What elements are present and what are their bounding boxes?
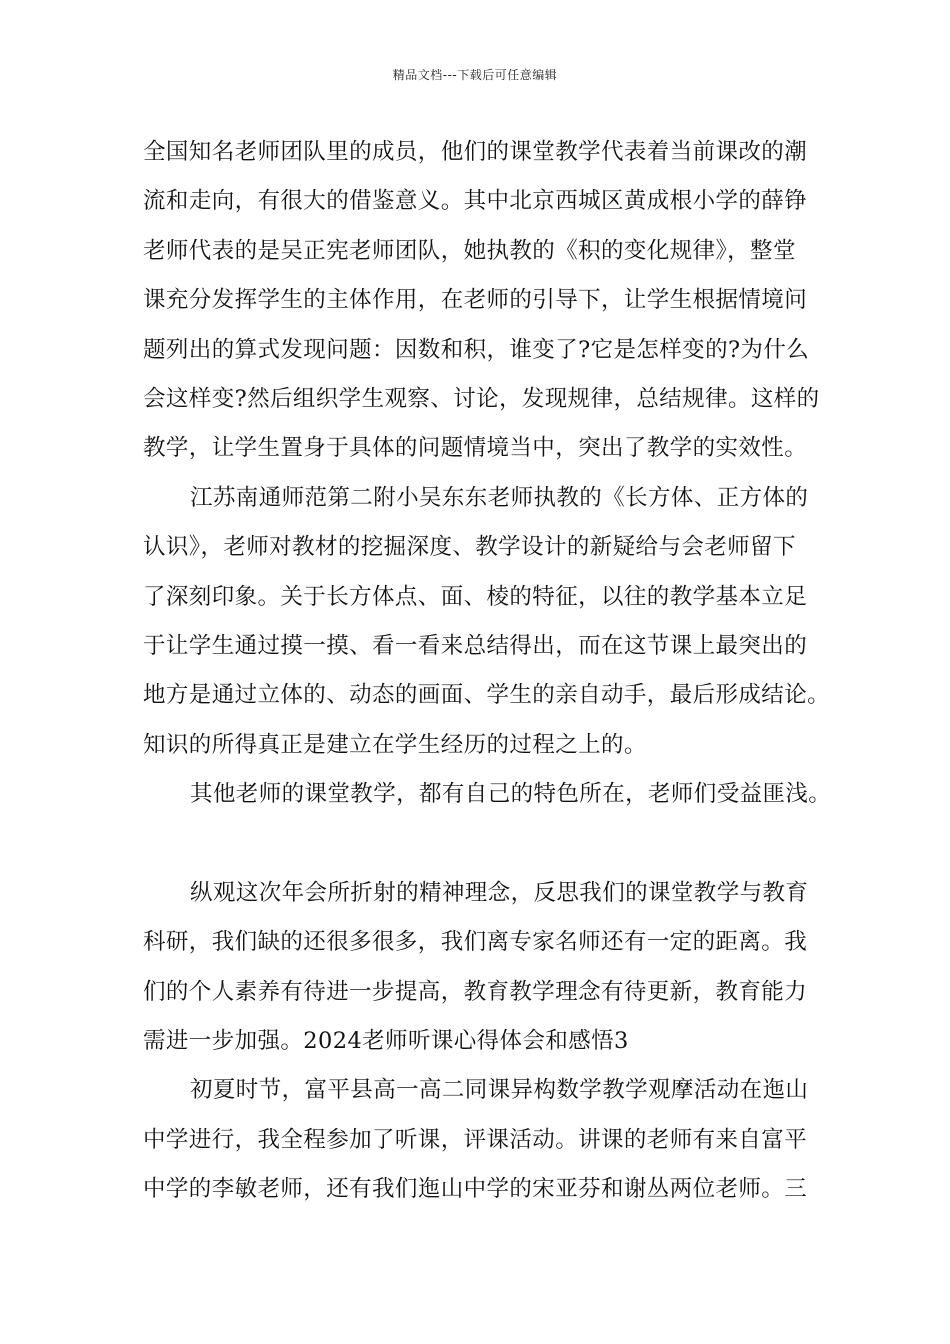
text-line: 认识》，老师对教材的挖掘深度、教学设计的新疑给与会老师留下: [143, 534, 796, 561]
text-line: 老师代表的是吴正宪老师团队，她执教的《积的变化规律》，整堂: [143, 237, 796, 264]
text-line: 中学的李敏老师，还有我们迤山中学的宋亚芬和谢丛两位老师。三: [143, 1176, 808, 1203]
blank-line: [143, 819, 823, 868]
text-line: 了深刻印象。关于长方体点、面、棱的特征，以往的教学基本立足: [143, 583, 808, 610]
text-line: 需进一步加强。2024老师听课心得体会和感悟3: [143, 1028, 629, 1055]
text-line: 科研，我们缺的还很多很多，我们离专家名师还有一定的距离。我: [143, 929, 808, 956]
text-line: 教学，让学生置身于具体的问题情境当中，突出了教学的实效性。: [143, 435, 808, 462]
text-line: 纵观这次年会所折射的精神理念，反思我们的课堂教学与教育: [190, 879, 809, 906]
document-body: [143, 128, 832, 1215]
text-line: 题列出的算式发现问题：因数和积，谁变了?它是怎样变的?为什么: [143, 336, 810, 363]
text-line: 课充分发挥学生的主体作用，在老师的引导下，让学生根据情境问: [143, 287, 808, 314]
text-line: 地方是通过立体的、动态的画面、学生的亲自动手，最后形成结论。: [143, 682, 831, 709]
text-line: 其他老师的课堂教学，都有自己的特色所在，老师们受益匪浅。: [190, 781, 832, 808]
text-line: 初夏时节，富平县高一高二同课异构数学教学观摩活动在迤山: [190, 1077, 809, 1104]
page-header: 精品文档---下载后可任意编辑: [392, 68, 558, 82]
text-line: 们的个人素养有待进一步提高，教育教学理念有待更新，教育能力: [143, 978, 808, 1005]
text-line: 中学进行，我全程参加了听课，评课活动。讲课的老师有来自富平: [143, 1126, 808, 1153]
text-line: 全国知名老师团队里的成员，他们的课堂教学代表着当前课改的潮: [143, 139, 808, 165]
text-line: 流和走向，有很大的借鉴意义。其中北京西城区黄成根小学的薛铮: [143, 188, 808, 215]
text-line: 会这样变?然后组织学生观察、讨论，发现规律，总结规律。这样的: [143, 385, 820, 412]
text-line: 江苏南通师范第二附小吴东东老师执教的《长方体、正方体的: [190, 484, 809, 511]
text-line: 于让学生通过摸一摸、看一看来总结得出，而在这节课上最突出的: [143, 632, 808, 659]
text-line: 知识的所得真正是建立在学生经历的过程之上的。: [143, 731, 647, 758]
